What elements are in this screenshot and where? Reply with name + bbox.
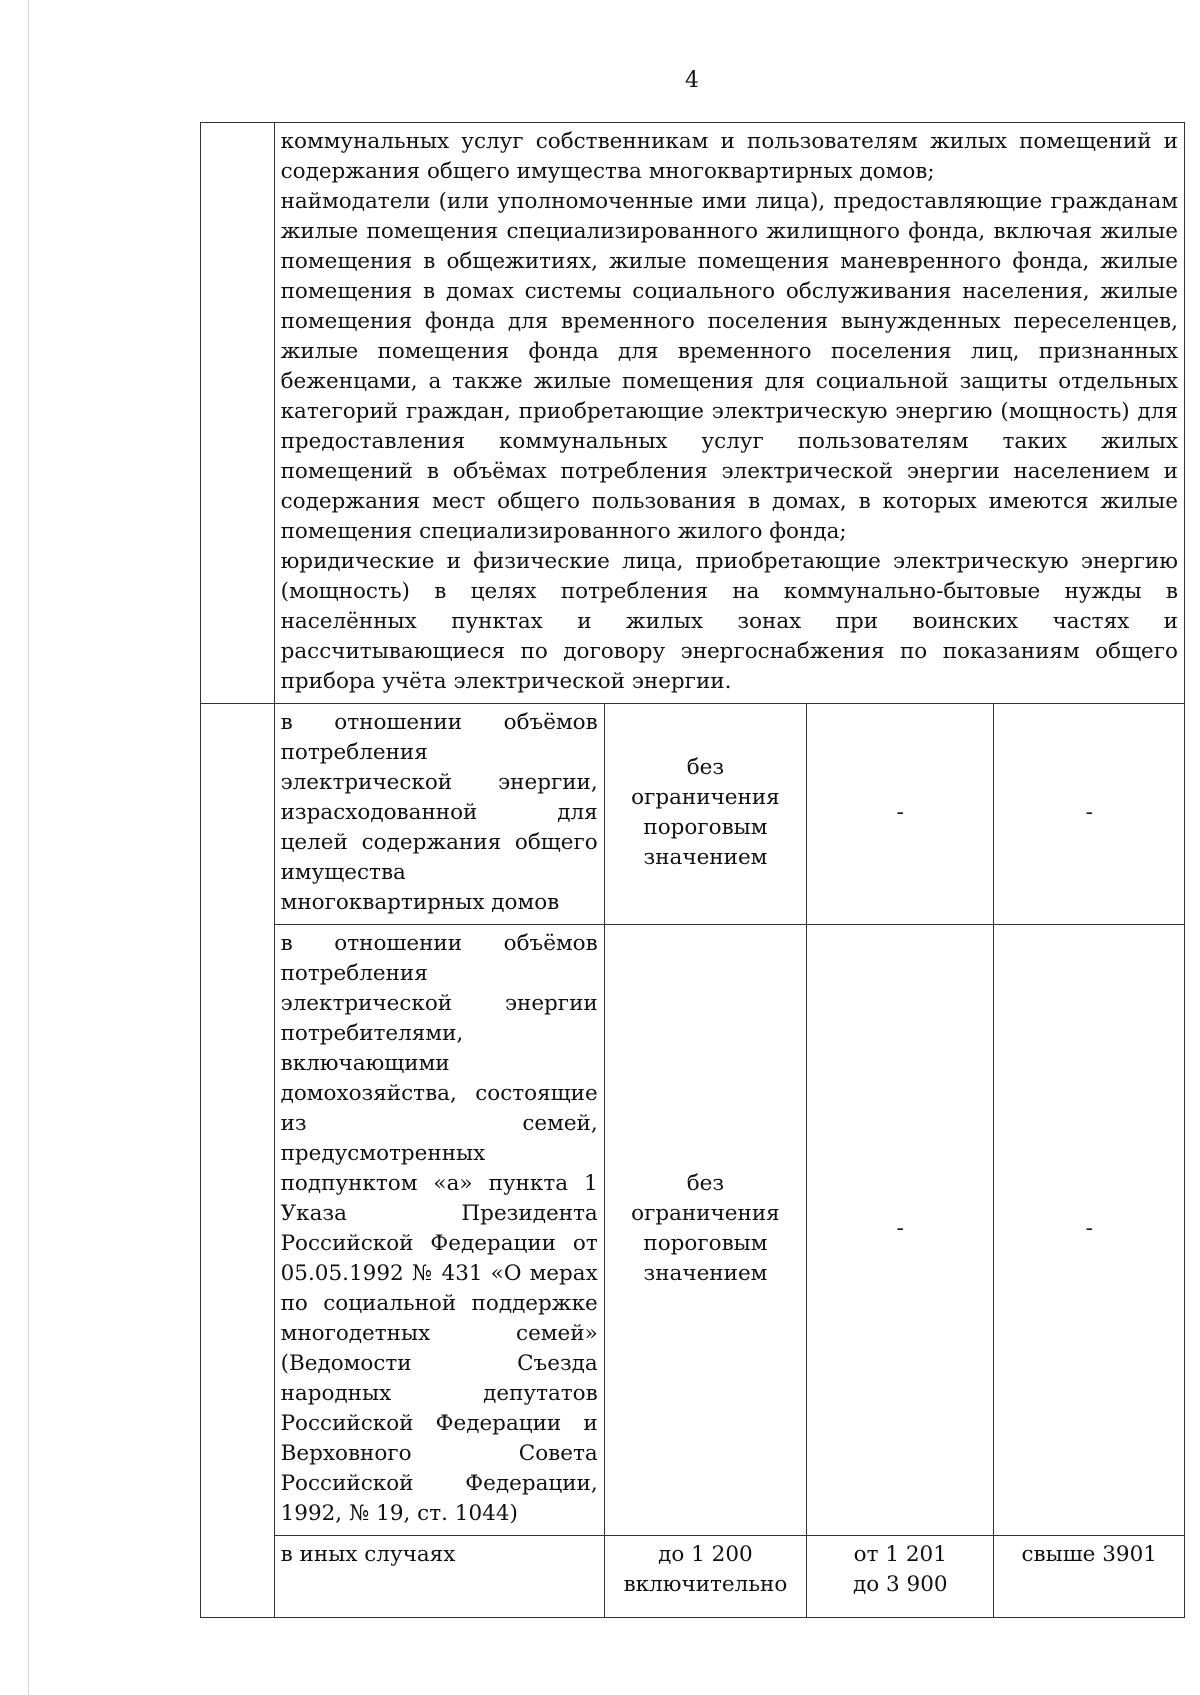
threshold-cell-3: - — [994, 704, 1185, 925]
page-number: 4 — [685, 68, 699, 93]
threshold-cell-1: без ограничения пороговым значением — [604, 925, 806, 1536]
table-row — [201, 123, 1185, 704]
category-paragraph: юридические и физические лица, приобретающие электрическую энергию (мощность) в целях потребления на коммунально-бытовые нужды в населённых пунктах и жилых зонах при воинских частях и рассчитывающиеся по договору энергоснабжения по показаниям общего прибора учёта электрической энергии. — [280, 549, 1178, 694]
threshold-cell-2: - — [807, 704, 994, 925]
threshold-cell-2: - — [807, 925, 994, 1536]
table-row — [201, 1536, 1185, 1618]
threshold-cell-2: от 1 201 до 3 900 — [807, 1536, 994, 1618]
category-paragraph: коммунальных услуг собственникам и пользователям жилых помещений и содержания общего имущества многоквартирных домов; — [280, 129, 1178, 184]
description-cell: в иных случаях — [274, 1536, 604, 1618]
consumer-category-cell — [274, 123, 1184, 704]
table-row — [201, 925, 1185, 1536]
threshold-cell-1: до 1 200 включительно — [604, 1536, 806, 1618]
threshold-cell-3: свыше 3901 — [994, 1536, 1185, 1618]
threshold-cell-3: - — [994, 925, 1185, 1536]
description-cell: в отношении объёмов потребления электрической энергии потребителями, включающими домохозяйства, состоящие из семей, предусмотренных подпунктом «а» пункта 1 Указа Президента Российской Федерации от 05.05.1992 № 431 «О мерах по социальной поддержке многодетных семей» (Ведомости Съезда народных депутатов Российской Федерации и Верховного Совета Российской Федерации, 1992, № 19, ст. 1044) — [274, 925, 604, 1536]
tariff-table — [200, 122, 1185, 1618]
table-row — [201, 704, 1185, 925]
binding-margin-line — [28, 0, 29, 1695]
category-paragraph: наймодатели (или уполномоченные ими лица), предоставляющие гражданам жилые помещения специализированного жилищного фонда, включая жилые помещения в общежитиях, жилые помещения маневренного фонда, жилые помещения в домах системы социального обслуживания населения, жилые помещения фонда для временного поселения вынужденных переселенцев, жилые помещения фонда для временного поселения лиц, признанных беженцами, а также жилые помещения для социальной защиты отдельных категорий граждан, приобретающие электрическую энергию (мощность) для предоставления коммунальных услуг пользователям таких жилых помещений в объёмах потребления электрической энергии населением и содержания мест общего пользования в домах, в которых имеются жилые помещения специализированного жилого фонда; — [280, 189, 1178, 544]
threshold-cell-1: без ограничения пороговым значением — [604, 704, 806, 925]
row-number-cell — [201, 123, 275, 704]
description-cell: в отношении объёмов потребления электрической энергии, израсходованной для целей содержания общего имущества многоквартирных домов — [274, 704, 604, 925]
row-number-cell — [201, 704, 275, 1618]
